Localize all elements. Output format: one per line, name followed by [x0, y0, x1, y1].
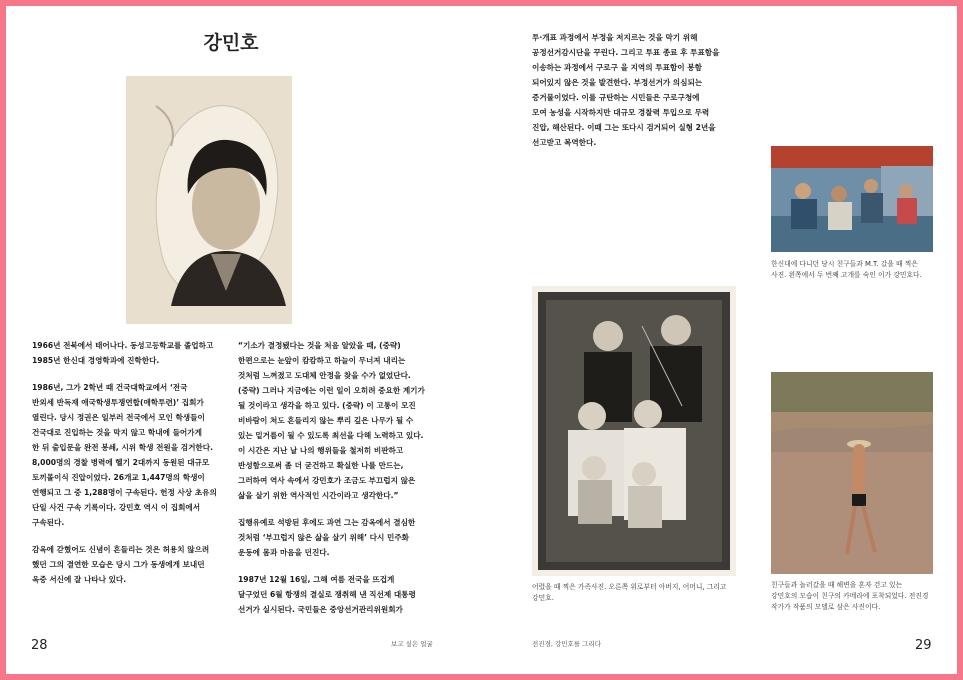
caption-family: 어렸을 때 찍은 가족사진. 오른쪽 위로부터 아버지, 어머니, 그리고 강민호.: [532, 583, 727, 602]
text-column-1: [32, 338, 237, 599]
paragraph: 감옥에 갇혔어도 신념이 흔들리는 것은 허용치 않으려 했던 그의 결연한 모습은 당시 그가 동생에게 보내던 옥중 서신에 잘 나타나 있다.: [32, 545, 210, 584]
right-page: [482, 6, 957, 674]
paragraph: “기소가 결정됐다는 것을 처음 알았을 때, (중략) 한편으로는 눈앞이 캄캄하고 하늘이 무너져 내리는 것처럼 느껴졌고 도대체 안정을 찾을 수가 없었단다. (중략) 그러나 지금에는 이런 일이 오히려 중요한 계기가 될 것이라고 생각을 하고 있다. (중략) 이 고통이 모진 비바람이 쳐도 흔들리지 않는 뿌리 깊은 나무가 될 수 있는 밑거름이 될 수 있도록 최선을 다해 노력하고 있다. 이 시간은 지난 날 나의 행위들을 철저히 비판하고 반성함으로써 좀 더 굳건하고 확실한 나를 만드는, 그러하여 역사 속에서 강민호가 조금도 부끄럽지 않은 삶을 살기 위한 역사적인 시간이라고 생각한다.”: [238, 341, 425, 500]
book-spread: [6, 6, 957, 674]
left-page: [6, 6, 482, 674]
paragraph: 집행유예로 석방된 후에도 과연 그는 감옥에서 결심한 것처럼 ‘부끄럽지 않은 삶을 살기 위해’ 다시 민주화 운동에 몸과 마음을 던진다.: [238, 518, 416, 557]
running-footer: 보고 싶은 얼굴: [391, 640, 433, 648]
running-footer: 전진경, 강민호를 그리다: [532, 640, 601, 648]
mt-group-photo: [771, 146, 933, 252]
page-number: 28: [31, 638, 48, 653]
page-number: 29: [915, 638, 932, 653]
portrait-photo: [126, 76, 292, 324]
paragraph: 1986년, 그가 2학년 때 건국대학교에서 ‘전국 반외세 반독재 애국학생투쟁연합(애학투련)’ 집회가 열린다. 당시 정권은 일부러 전국에서 모인 학생들이 건국대로 진입하는 것을 막지 않고 학내에 들어가게 한 뒤 출입문을 완전 봉쇄, 시위 학생 전원을 검거한다. 8,000명의 경찰 병력에 헬기 2대까지 동원된 대규모 토끼몰이식 진압이었다. 26개교 1,447명의 학생이 연행되고 그 중 1,288명이 구속된다. 헌정 사상 초유의 단일 사건 구속 기록이다. 강민호 역시 이 집회에서 구속된다.: [32, 383, 217, 527]
paragraph: 1966년 전북에서 태어나다. 동성고등학교를 졸업하고 1985년 한신대 경영학과에 진학한다.: [32, 341, 214, 365]
caption-beach: 친구들과 놀러갔을 때 해변을 혼자 걷고 있는 강민호의 모습이 친구의 카메라에 포착되었다. 전진경 작가가 작품의 모델로 삼은 사진이다.: [771, 581, 929, 611]
page-title: 강민호: [203, 32, 259, 54]
paragraph: 1987년 12월 16일, 그해 여름 전국을 뜨겁게 달구었던 6월 항쟁의 결실로 쟁취해 낸 직선제 대통령 선거가 실시된다. 국민들은 중앙선거관리위원회가: [238, 575, 416, 614]
caption-mt: 한신대에 다니던 당시 친구들과 M.T. 갔을 때 찍은 사진. 왼쪽에서 두 번째 고개를 숙인 이가 강민호다.: [771, 260, 922, 279]
text-column-2: [238, 338, 450, 629]
paragraph: 투·개표 과정에서 부정을 저지르는 것을 막기 위해 공정선거감시단을 꾸린다. 그리고 투표 종료 후 투표함을 이송하는 과정에서 구로구 을 지역의 투표함이 봉함 되어있지 않은 것을 발견한다. 부정선거가 의심되는 증거물이었다. 이를 규탄하는 시민들은 구로구청에 모여 농성을 시작하지만 대규모 경찰력 투입으로 무력 진압, 해산된다. 이때 그는 또다시 검거되어 실형 2년을 선고받고 복역한다.: [532, 33, 720, 147]
beach-photo: [771, 372, 933, 574]
text-column-3: [532, 30, 744, 162]
family-photo: [532, 286, 736, 576]
